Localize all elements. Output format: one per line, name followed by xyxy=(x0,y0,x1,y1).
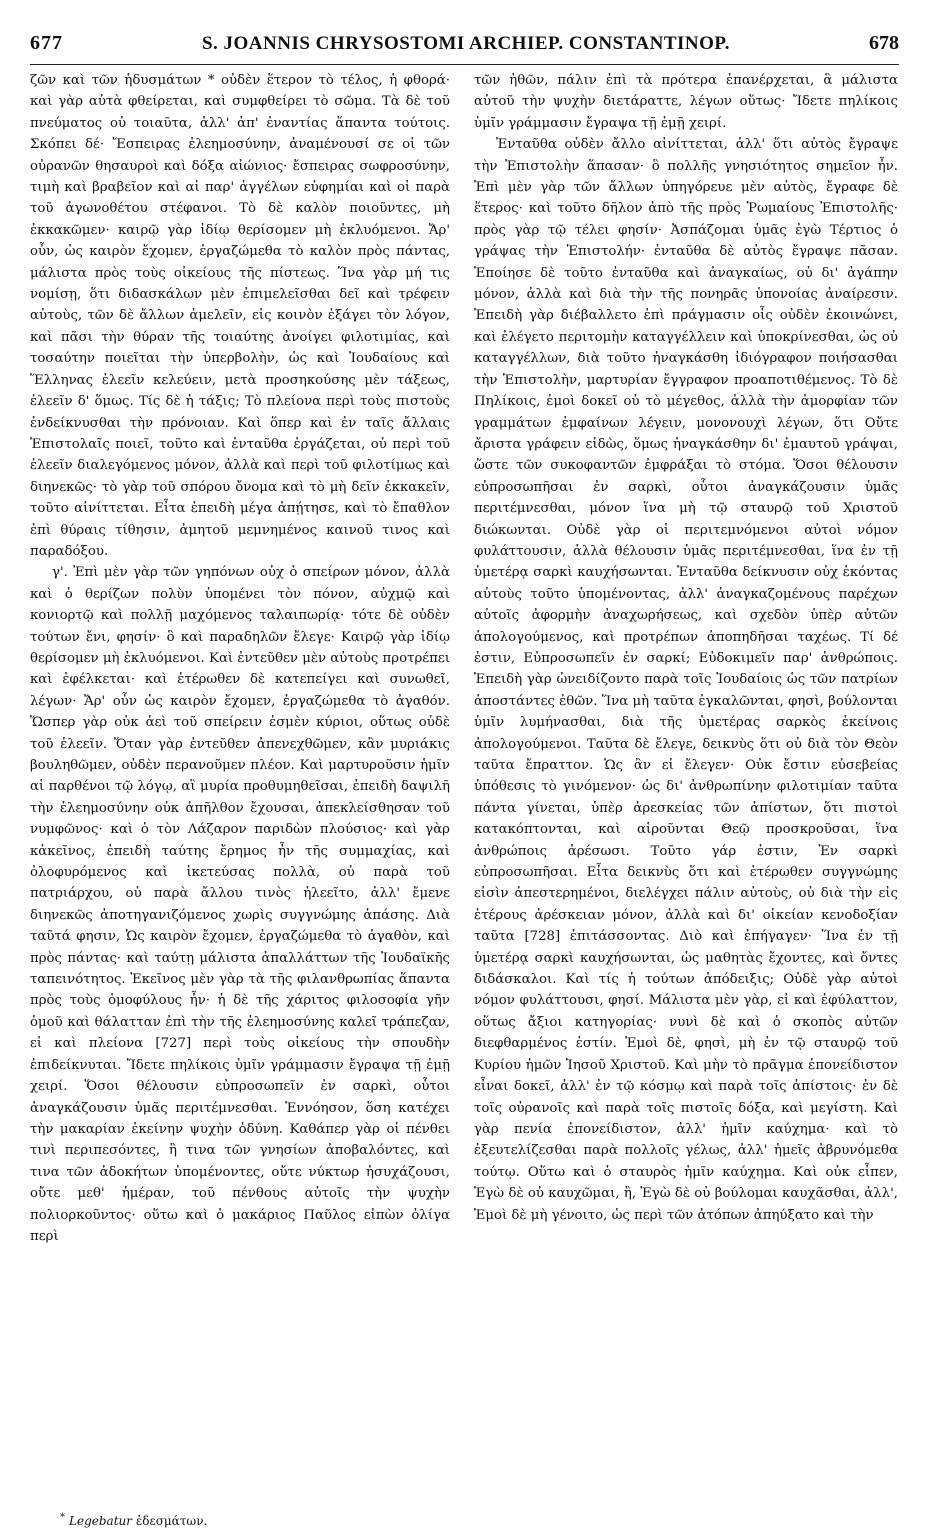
column-number: 678 xyxy=(869,32,899,54)
left-column xyxy=(30,70,450,1247)
right-paragraph-2: Ἐνταῦθα οὐδὲν ἄλλο αἰνίττεται, ἀλλ' ὅτι αὐτὸς ἔγραψε τὴν Ἐπιστολὴν ἅπασαν· ὃ πολλῆς γνησιότητος σημεῖον ἦν. Ἐπὶ μὲν γὰρ τῶν ἄλλων ὑπηγόρευε μὲν αὐτὸς, ἔγραφε δὲ ἕτερος· καὶ τοῦτο δῆλον ἀπὸ τῆς πρὸς Ῥωμαίους Ἐπιστολῆς· πρὸς γὰρ τῷ τέλει φησίν· Ἀσπάζομαι ὑμᾶς ἐγὼ Τέρτιος ὁ γράψας τὴν Ἐπιστολήν· ἐνταῦθα δὲ αὐτὸς ἔγραψε πᾶσαν. Ἐποίησε δὲ τοῦτο ἐνταῦθα καὶ ἀναγκαίως, οὐ δι' ἀγάπην μόνον, ἀλλὰ καὶ διὰ τὴν τῆς πονηρᾶς ὑπονοίας ἀναίρεσιν. Ἐπειδὴ γὰρ διέβαλλετο ἐπὶ πράγμασιν οἷς οὐδὲν ἐκοινώνει, καὶ ἐλέγετο περιτομὴν καταγγέλλειν καὶ ὑποκρίνεσθαι, ὡς οὐ καταγγέλλων, διὰ τοῦτο ἠναγκάσθη ἰδιόγραφον ποιήσασθαι τὴν Ἐπιστολὴν, μαρτυρίαν ἔγγραφον προαποτιθέμενος. Τὸ δὲ Πηλίκοις, ἐμοὶ δοκεῖ οὐ τὸ μέγεθος, ἀλλὰ τὴν ἀμορφίαν τῶν γραμμάτων ἐμφαίνων λέγειν, μονονουχὶ λέγων, ὅτι Οὔτε ἄριστα γράφειν εἰδὼς, ὅμως ἠναγκάσθην δι' ἐμαυτοῦ γράψαι, ὥστε τῶν συκοφαντῶν ἐμφράξαι τὸ στόμα. Ὅσοι θέλουσιν εὐπροσωπῆσαι ἐν σαρκὶ, οὗτοι ἀναγκάζουσιν ὑμᾶς περιτέμνεσθαι, μόνον ἵνα μὴ τῷ σταυρῷ τοῦ Χριστοῦ διώκωνται. Οὐδὲ γὰρ οἱ περιτεμνόμενοι αὐτοὶ νόμον φυλάττουσιν, ἀλλὰ θέλουσιν ὑμᾶς περιτέμνεσθαι, ἵνα ἐν τῇ ὑμετέρᾳ σαρκὶ καυχήσωνται. Ἐνταῦθα δείκνυσιν οὐχ ἑκόντας αὐτοὺς τοῦτο ὑπομένοντας, ἀλλ' ἀναγκαζομένους παρέχων αὐτοῖς ἀφορμὴν ἀναχωρήσεως, καὶ σχεδὸν ὑπὲρ αὐτῶν ἀπολογούμενος, καὶ προτρέπων ἀποπηδῆσαι ταχέως. Τί δέ ἐστιν, Εὐπροσωπεῖν ἐν σαρκί; Εὐδοκιμεῖν παρ' ἀνθρώποις. Ἐπειδὴ γὰρ ὠνειδίζοντο παρὰ τοῖς Ἰουδαίοις ὡς τῶν πατρίων ἀποστάντες ἐθῶν. Ἵνα μὴ ταῦτα ἐγκαλῶνται, φησὶ, βούλονται ὑμῖν λυμήνασθαι, διὰ τῆς ὑμετέρας σαρκὸς ἐκείνοις ἀπολογούμενοι. Ταῦτα δὲ ἔλεγε, δεικνὺς ὅτι οὐ διὰ τὸν Θεὸν ταῦτα ἔπραττον. Ὡς ἂν εἰ ἔλεγεν· Οὐκ ἔστιν εὐσεβείας ὑπόθεσις τὸ γινόμενον· ὡς δι' ἀνθρωπίνην φιλοτιμίαν ταῦτα πάντα γίνεται, ὑπὲρ ἀρεσκείας τῶν ἀπίστων, ὅτι πιστοὶ κατακόπτονται, καὶ αἱροῦνται Θεῷ προσκροῦσαι, ἵνα ἀνθρώποις ἀρέσωσι. Τοῦτο γάρ ἐστιν, Ἐν σαρκὶ εὐπροσωπῆσαι. Εἶτα δεικνὺς ὅτι καὶ ἑτέρωθεν συγγνώμης εἰσὶν ἀπεστερημένοι, διελέγχει πάλιν αὐτοὺς, οὐ διὰ τὴν εἰς ἑτέρους ἀρέσκειαν μόνον, ἀλλὰ καὶ δι' οἰκείαν κενοδοξίαν ταῦτα [728] ἐπιτάσσοντας. Διὸ καὶ ἐπήγαγεν· Ἵνα ἐν τῇ ὑμετέρᾳ σαρκὶ καυχήσωνται, ὡς μαθητὰς ἔχοντες, καὶ ὄντες διδάσκαλοι. Καὶ τίς ἡ τούτων ἀπόδειξις; Οὐδὲ γὰρ αὐτοὶ νόμον φυλάττουσι, φησί. Μάλιστα μὲν γὰρ, εἰ καὶ ἐφύλαττον, οὕτως ἄξιοι κατηγορίας· νυνὶ δὲ καὶ ὁ σκοπὸς αὐτῶν διεφθαρμένος ἐστίν. Ἐμοὶ δὲ, φησὶ, μὴ ἐν τῷ σταυρῷ τοῦ Κυρίου ἡμῶν Ἰησοῦ Χριστοῦ. Καὶ μὴν τὸ πρᾶγμα ἐπονείδιστον εἶναι δοκεῖ, ἀλλ' ἐν τῷ κόσμῳ καὶ παρὰ τοῖς ἀπίστοις· ἐν δὲ τοῖς οὐρανοῖς καὶ παρὰ τοῖς πιστοῖς δόξα, καὶ μεγίστη. Καὶ γὰρ πενία ἐπονείδιστον, ἀλλ' ἡμῖν καύχημα· καὶ τὸ ἐξευτελίζεσθαι παρὰ πολλοῖς γέλως, ἀλλ' ἡμεῖς ἀβρυνόμεθα τούτῳ. Οὕτω καὶ ὁ σταυρὸς ἡμῖν καύχημα. Καὶ οὐκ εἶπεν, Ἐγὼ δὲ οὐ καυχῶμαι, ἢ, Ἐγὼ δὲ οὐ βούλομαι καυχᾶσθαι, ἀλλ', Ἐμοὶ δὲ μὴ γένοιτο, ὡς περὶ τῶν ἀτόπων ἀπηύξατο καὶ τὴν xyxy=(474,137,898,1223)
left-paragraph-2: γ'. Ἐπὶ μὲν γὰρ τῶν γηπόνων οὐχ ὁ σπείρων μόνον, ἀλλὰ καὶ ὁ θερίζων πολὺν ὑπομένει τὸν πόνον, αὐχμῷ καὶ κονιορτῷ καὶ πολλῇ μαχόμενος ταλαιπωρίᾳ· τότε δὲ οὐδὲν τούτων ἔνι, φησίν· ὃ καὶ παραδηλῶν ἔλεγε· Καιρῷ γὰρ ἰδίῳ θερίσομεν μὴ ἐκλυόμενοι. Καὶ ἐντεῦθεν μὲν αὐτοὺς προτρέπει καὶ ἐφέλκεται· καὶ ἑτέρωθεν δὲ κατεπείγει καὶ συνωθεῖ, λέγων· Ἄρ' οὖν ὡς καιρὸν ἔχομεν, ἐργαζώμεθα τὸ ἀγαθόν. Ὥσπερ γὰρ οὐκ ἀεὶ τοῦ σπείρειν ἐσμὲν κύριοι, οὕτως οὐδὲ τοῦ ἐλεεῖν. Ὅταν γὰρ ἐντεῦθεν ἀπενεχθῶμεν, κἂν μυριάκις βουληθῶμεν, οὐδὲν περανοῦμεν πλέον. Καὶ μαρτυροῦσιν ἡμῖν αἱ παρθένοι τῷ λόγῳ, αἳ μυρία προθυμηθεῖσαι, ἐπειδὴ δαψιλῆ τὴν ἐλεημοσύνην οὐκ ἀπῆλθον ἔχουσαι, ἀπεκλείσθησαν τοῦ νυμφῶνος· καὶ ὁ τὸν Λάζαρον παριδὼν πλούσιος· καὶ γὰρ κἀκεῖνος, ἐπειδὴ ταύτης ἔρημος ἦν τῆς συμμαχίας, καὶ ὀλοφυρόμενος καὶ ἱκετεύσας πολλὰ, οὐ παρὰ τοῦ πατριάρχου, οὐ παρὰ ἄλλου τινὸς ἠλεεῖτο, ἀλλ' ἔμενε διηνεκῶς ἀποτηγανιζόμενος χωρὶς συγγνώμης ἁπάσης. Διὰ ταῦτά φησιν, Ὡς καιρὸν ἔχομεν, ἐργαζώμεθα τὸ ἀγαθὸν, καὶ πρὸς πάντας· καὶ ταύτῃ μάλιστα ἀπαλλάττων τῆς Ἰουδαϊκῆς ταπεινότητος. Ἐκεῖνος μὲν γὰρ τὰ τῆς φιλανθρωπίας ἅπαντα πρὸς τοὺς ὁμοφύλους ἦν· ἡ δὲ τῆς χάριτος φιλοσοφία γῆν ὁμοῦ καὶ θάλατταν ἐπὶ τὴν τῆς ἐλεημοσύνης καλεῖ τράπεζαν, εἰ καὶ πλείονα [727] περὶ τοὺς οἰκείους τὴν σπουδὴν ἐπιδείκνυται. Ἴδετε πηλίκοις ὑμῖν γράμμασιν ἔγραψα τῇ ἐμῇ χειρί. Ὅσοι θέλουσιν εὐπροσωπεῖν ἐν σαρκὶ, οὗτοι ἀναγκάζουσιν ὑμᾶς περιτέμνεσθαι. Ἐννόησον, ὅση κατέχει τὴν μακαρίαν ἐκείνην ψυχὴν ὀδύνη. Καθάπερ γὰρ οἱ πένθει τινὶ περιπεσόντες, ἢ τινα τῶν γνησίων ἀποβαλόντες, καὶ τινα τῶν ἀδοκήτων ὑπομένοντες, οὔτε νύκτωρ ἡσυχάζουσι, οὔτε μεθ' ἡμέραν, τοῦ πένθους αὐτοῖς τὴν ψυχὴν πολιορκοῦντος· οὕτω καὶ ὁ μακάριος Παῦλος εἰπὼν ὀλίγα περὶ xyxy=(30,565,450,1244)
right-paragraph-1: τῶν ἠθῶν, πάλιν ἐπὶ τὰ πρότερα ἐπανέρχεται, ἃ μάλιστα αὐτοῦ τὴν ψυχὴν διετάραττε, λέγων οὕτως· Ἴδετε πηλίκοις ὑμῖν γράμμασιν ἔγραψα τῇ ἐμῇ χειρί. xyxy=(474,73,898,131)
footnote-greek: ἐδεσμάτων. xyxy=(135,1514,208,1528)
page-number: 677 xyxy=(30,32,63,54)
footnote xyxy=(60,1510,440,1529)
footnote-latin: Legebatur xyxy=(69,1514,132,1528)
footnote-marker: * xyxy=(60,1512,65,1523)
left-paragraph-1: ζῶν καὶ τῶν ἡδυσμάτων * οὐδὲν ἕτερον τὸ τέλος, ἡ φθορά· καὶ γὰρ αὐτὰ φθείρεται, καὶ συμφθείρει τὸ σῶμα. Τὰ δὲ τοῦ πνεύματος οὐ τοιαῦτα, ἀλλ' ἀπ' ἐναντίας ἅπαντα τούτοις. Σκόπει δέ· Ἔσπειρας ἐλεημοσύνην, ἀναμένουσί σε οἱ τῶν οὐρανῶν θησαυροὶ καὶ δόξα αἰώνιος· ἔσπειρας σωφροσύνην, τιμὴ καὶ βραβεῖον καὶ αἱ παρ' ἀγγέλων εὐφημίαι καὶ οἱ παρὰ τοῦ ἀγωνοθέτου στέφανοι. Τὸ δὲ καλὸν ποιοῦντες, μὴ ἐκκακῶμεν· καιρῷ γὰρ ἰδίῳ θερίσομεν μὴ ἐκλυόμενοι. Ἄρ' οὖν, ὡς καιρὸν ἔχομεν, ἐργαζώμεθα τὸ καλὸν πρὸς πάντας, μάλιστα πρὸς τοὺς οἰκείους τῆς πίστεως. Ἵνα γὰρ μή τις νομίσῃ, ὅτι διδασκάλων μὲν ἐπιμελεῖσθαι δεῖ καὶ τρέφειν αὐτοὺς, τῶν δὲ ἄλλων ἀμελεῖν, εἰς κοινὸν ἐξάγει τὸν λόγον, καὶ πᾶσι τὴν θύραν τῆς τοιαύτης ἀνοίγει φιλοτιμίας, καὶ τοσαύτην ποιεῖται τὴν ὑπερβολὴν, ὡς καὶ Ἰουδαίους καὶ Ἕλληνας ἐλεεῖν κελεύειν, μετὰ προσηκούσης μὲν τάξεως, ἐλεεῖν δ' ὅμως. Τίς δὲ ἡ τάξις; Τὸ πλείονα περὶ τοὺς πιστοὺς ἐνδείκνυσθαι τὴν πρόνοιαν. Καὶ ὅπερ καὶ ἐν ταῖς ἄλλαις Ἐπιστολαῖς ποιεῖ, τοῦτο καὶ ἐνταῦθα ἐργάζεται, οὐ περὶ τοῦ ἐλεεῖν διαλεγόμενος μόνον, ἀλλὰ καὶ περὶ τοῦ φιλοτίμως καὶ διηνεκῶς· τὸ γὰρ τοῦ σπόρου ὄνομα καὶ τὸ μὴ δεῖν ἐκκακεῖν, τοῦτο αἰνίττεται. Εἶτα ἐπειδὴ μέγα ἀπῄτησε, καὶ τὸ ἔπαθλον ἐπὶ θύραις τίθησιν, ἀμητοῦ μεμνημένος καινοῦ τινος καὶ παραδόξου. xyxy=(30,73,450,559)
running-title: S. JOANNIS CHRYSOSTOMI ARCHIEP. CONSTANTINOP. xyxy=(201,33,731,54)
running-header xyxy=(30,32,899,62)
header-rule xyxy=(30,64,899,65)
right-column xyxy=(474,70,898,1226)
